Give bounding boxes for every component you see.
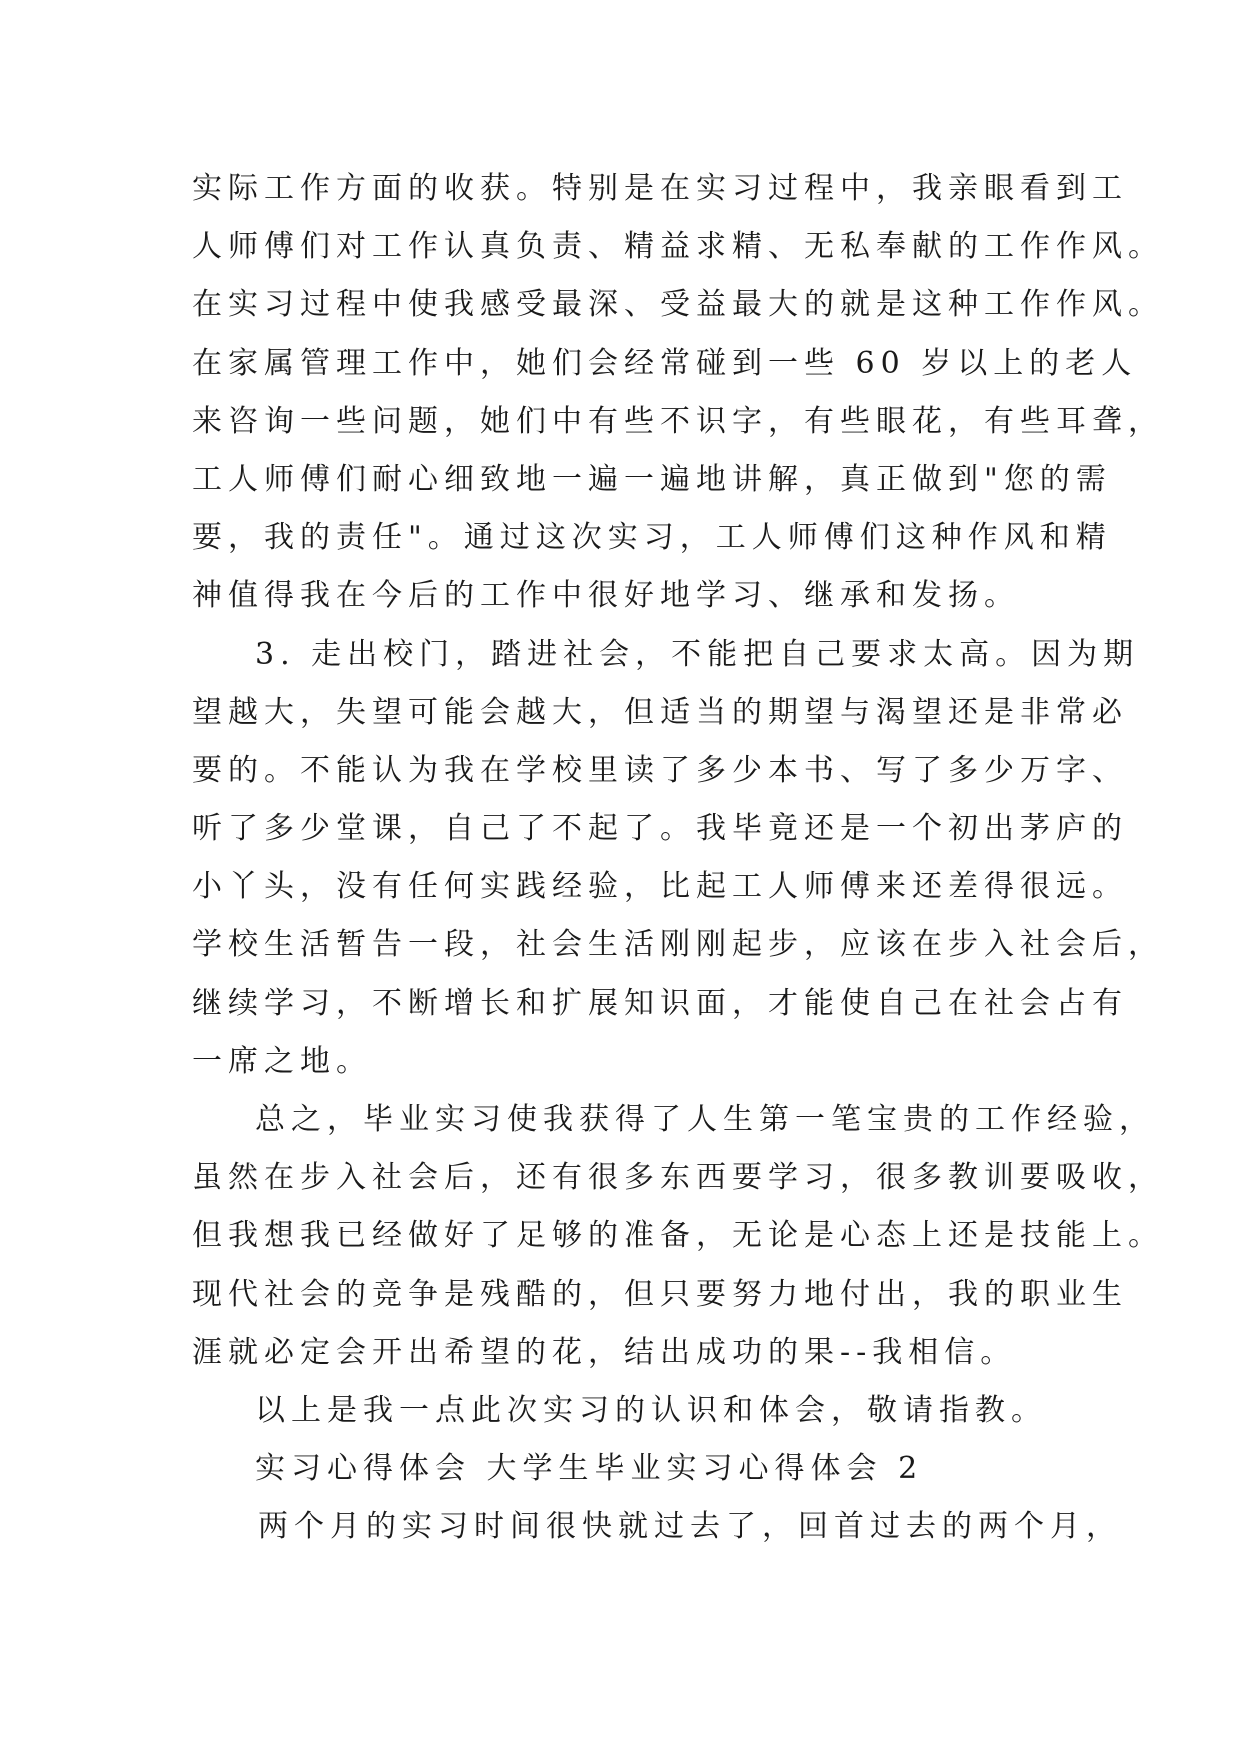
text-line: 在家属管理工作中，她们会经常碰到一些 60 岁以上的老人 bbox=[192, 345, 1138, 381]
section-heading: 实习心得体会 大学生毕业实习心得体会 2 bbox=[255, 1451, 924, 1487]
text-line: 工人师傅们耐心细致地一遍一遍地讲解，真正做到"您的需 bbox=[192, 461, 1112, 497]
text-line: 小丫头，没有任何实践经验，比起工人师傅来还差得很远。 bbox=[192, 869, 1128, 905]
text-line: 实际工作方面的收获。特别是在实习过程中，我亲眼看到工 bbox=[192, 171, 1128, 206]
body-text bbox=[192, 160, 1164, 1557]
text-line: 但我想我已经做好了足够的准备，无论是心态上还是技能上。 bbox=[192, 1218, 1164, 1254]
text-line: 人师傅们对工作认真负责、精益求精、无私奉献的工作作风。 bbox=[192, 229, 1164, 265]
text-line: 听了多少堂课，自己了不起了。我毕竟还是一个初出茅庐的 bbox=[192, 811, 1128, 847]
text-line: 虽然在步入社会后，还有很多东西要学习，很多教训要吸收， bbox=[192, 1160, 1164, 1196]
paragraph-start: 两个月的实习时间很快就过去了，回首过去的两个月， bbox=[258, 1509, 1122, 1545]
text-line: 要，我的责任"。通过这次实习，工人师傅们这种作风和精 bbox=[192, 520, 1112, 556]
text-line: 要的。不能认为我在学校里读了多少本书、写了多少万字、 bbox=[192, 752, 1128, 788]
paragraph-start: 以上是我一点此次实习的认识和体会，敬请指教。 bbox=[255, 1392, 1047, 1428]
text-line: 一席之地。 bbox=[192, 1043, 372, 1079]
text-line: 继续学习，不断增长和扩展知识面，才能使自己在社会占有 bbox=[192, 985, 1128, 1021]
text-line: 涯就必定会开出希望的花，结出成功的果--我相信。 bbox=[192, 1334, 1017, 1370]
text-line: 神值得我在今后的工作中很好地学习、继承和发扬。 bbox=[192, 578, 1020, 614]
text-line: 望越大，失望可能会越大，但适当的期望与渴望还是非常必 bbox=[192, 694, 1128, 730]
text-line: 在实习过程中使我感受最深、受益最大的就是这种工作作风。 bbox=[192, 287, 1164, 323]
paragraph-start: 总之，毕业实习使我获得了人生第一笔宝贵的工作经验， bbox=[255, 1102, 1155, 1137]
paragraph-start: 3. 走出校门，踏进社会，不能把自己要求太高。因为期 bbox=[255, 636, 1140, 672]
text-line: 学校生活暂告一段，社会生活刚刚起步，应该在步入社会后， bbox=[192, 927, 1164, 963]
text-line: 来咨询一些问题，她们中有些不识字，有些眼花，有些耳聋， bbox=[192, 403, 1164, 439]
text-line: 现代社会的竞争是残酷的，但只要努力地付出，我的职业生 bbox=[192, 1276, 1128, 1312]
